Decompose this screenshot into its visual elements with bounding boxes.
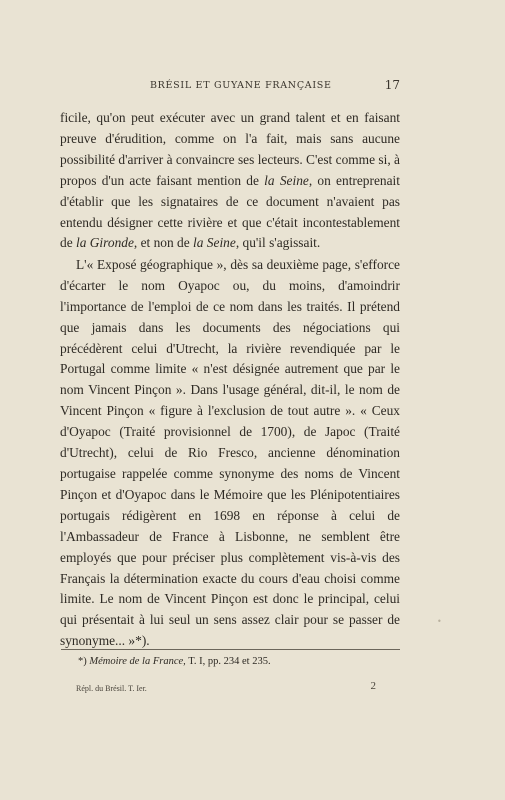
paragraph-1 <box>60 108 400 254</box>
signature-number: 2 <box>370 680 376 692</box>
signature-text: Répl. du Brésil. T. Ier. <box>76 684 147 693</box>
margin-mark: • <box>437 617 442 626</box>
footnote-reference: T. I, pp. 234 et 235. <box>188 656 271 667</box>
footnote <box>78 656 271 667</box>
p1-text-g: , qu'il s'agissait. <box>235 235 321 251</box>
footnote-title: Mémoire de la France, <box>89 656 186 667</box>
p1-italic-seine-1: la Seine <box>264 172 309 188</box>
paragraph-2: L'« Exposé géographique », dès sa deuxième page, s'efforce d'écarter le nom Oyapoc ou, du moins, d'amoindrir l'importance de l'emploi de ce nom dans les traités. Il prétend que jamais dans les documents des négociations qui précédèrent celui d'Utrecht, la rivière revendiquée par le Portugal comme limite « n'est désignée autrement que par le nom Vincent Pinçon ». Dans l'usage général, dit-il, le nom de Vincent Pinçon « figure à l'exclusion de tout autre ». « Ceux d'Oyapoc (Traité provisionnel de 1700), de Japoc (Traité d'Utrecht), celui de Rio Fresco, ancienne dénomination portugaise rappelée comme synonyme des noms de Vincent Pinçon et d'Oyapoc dans le Mémoire que les Plénipotentiaires portugais rédigèrent en 1698 en réponse à celui de l'Ambassadeur de France à Lisbonne, ne semblent être employés que pour préciser plus complètement vis-à-vis des Français la détermination exacte du cours d'eau choisi comme limite. Le nom de Vincent Pinçon est donc le principal, celui qui présentait à lui seul un sens assez clair pour se passer de synonyme... »*). <box>60 256 400 649</box>
p1-italic-gironde: la Gironde <box>76 235 134 251</box>
p1-text-c: , on entreprenait d'établir que les signataires de ce document n'avaient pas entendu désigner cette rivière et que c'était incontestablement de <box>60 172 400 251</box>
body-text <box>60 108 400 652</box>
p1-italic-seine-2: la Seine <box>193 235 236 251</box>
running-title: BRÉSIL ET GUYANE FRANÇAISE <box>150 80 332 91</box>
printer-signature <box>76 680 376 693</box>
page-number: 17 <box>384 78 400 92</box>
footnote-rule <box>61 649 400 650</box>
p1-text-a: ficile, qu'on peut exécuter avec un grand talent et en faisant preuve d'érudition, comme on l'a fait, mais sans aucune possibilité d'arriver à convaincre ses lecteurs. C'est comme si, à propos d'un acte faisant mention de <box>60 110 400 188</box>
p1-text-e: , et non de <box>133 235 194 251</box>
footnote-marker: *) <box>78 656 87 667</box>
